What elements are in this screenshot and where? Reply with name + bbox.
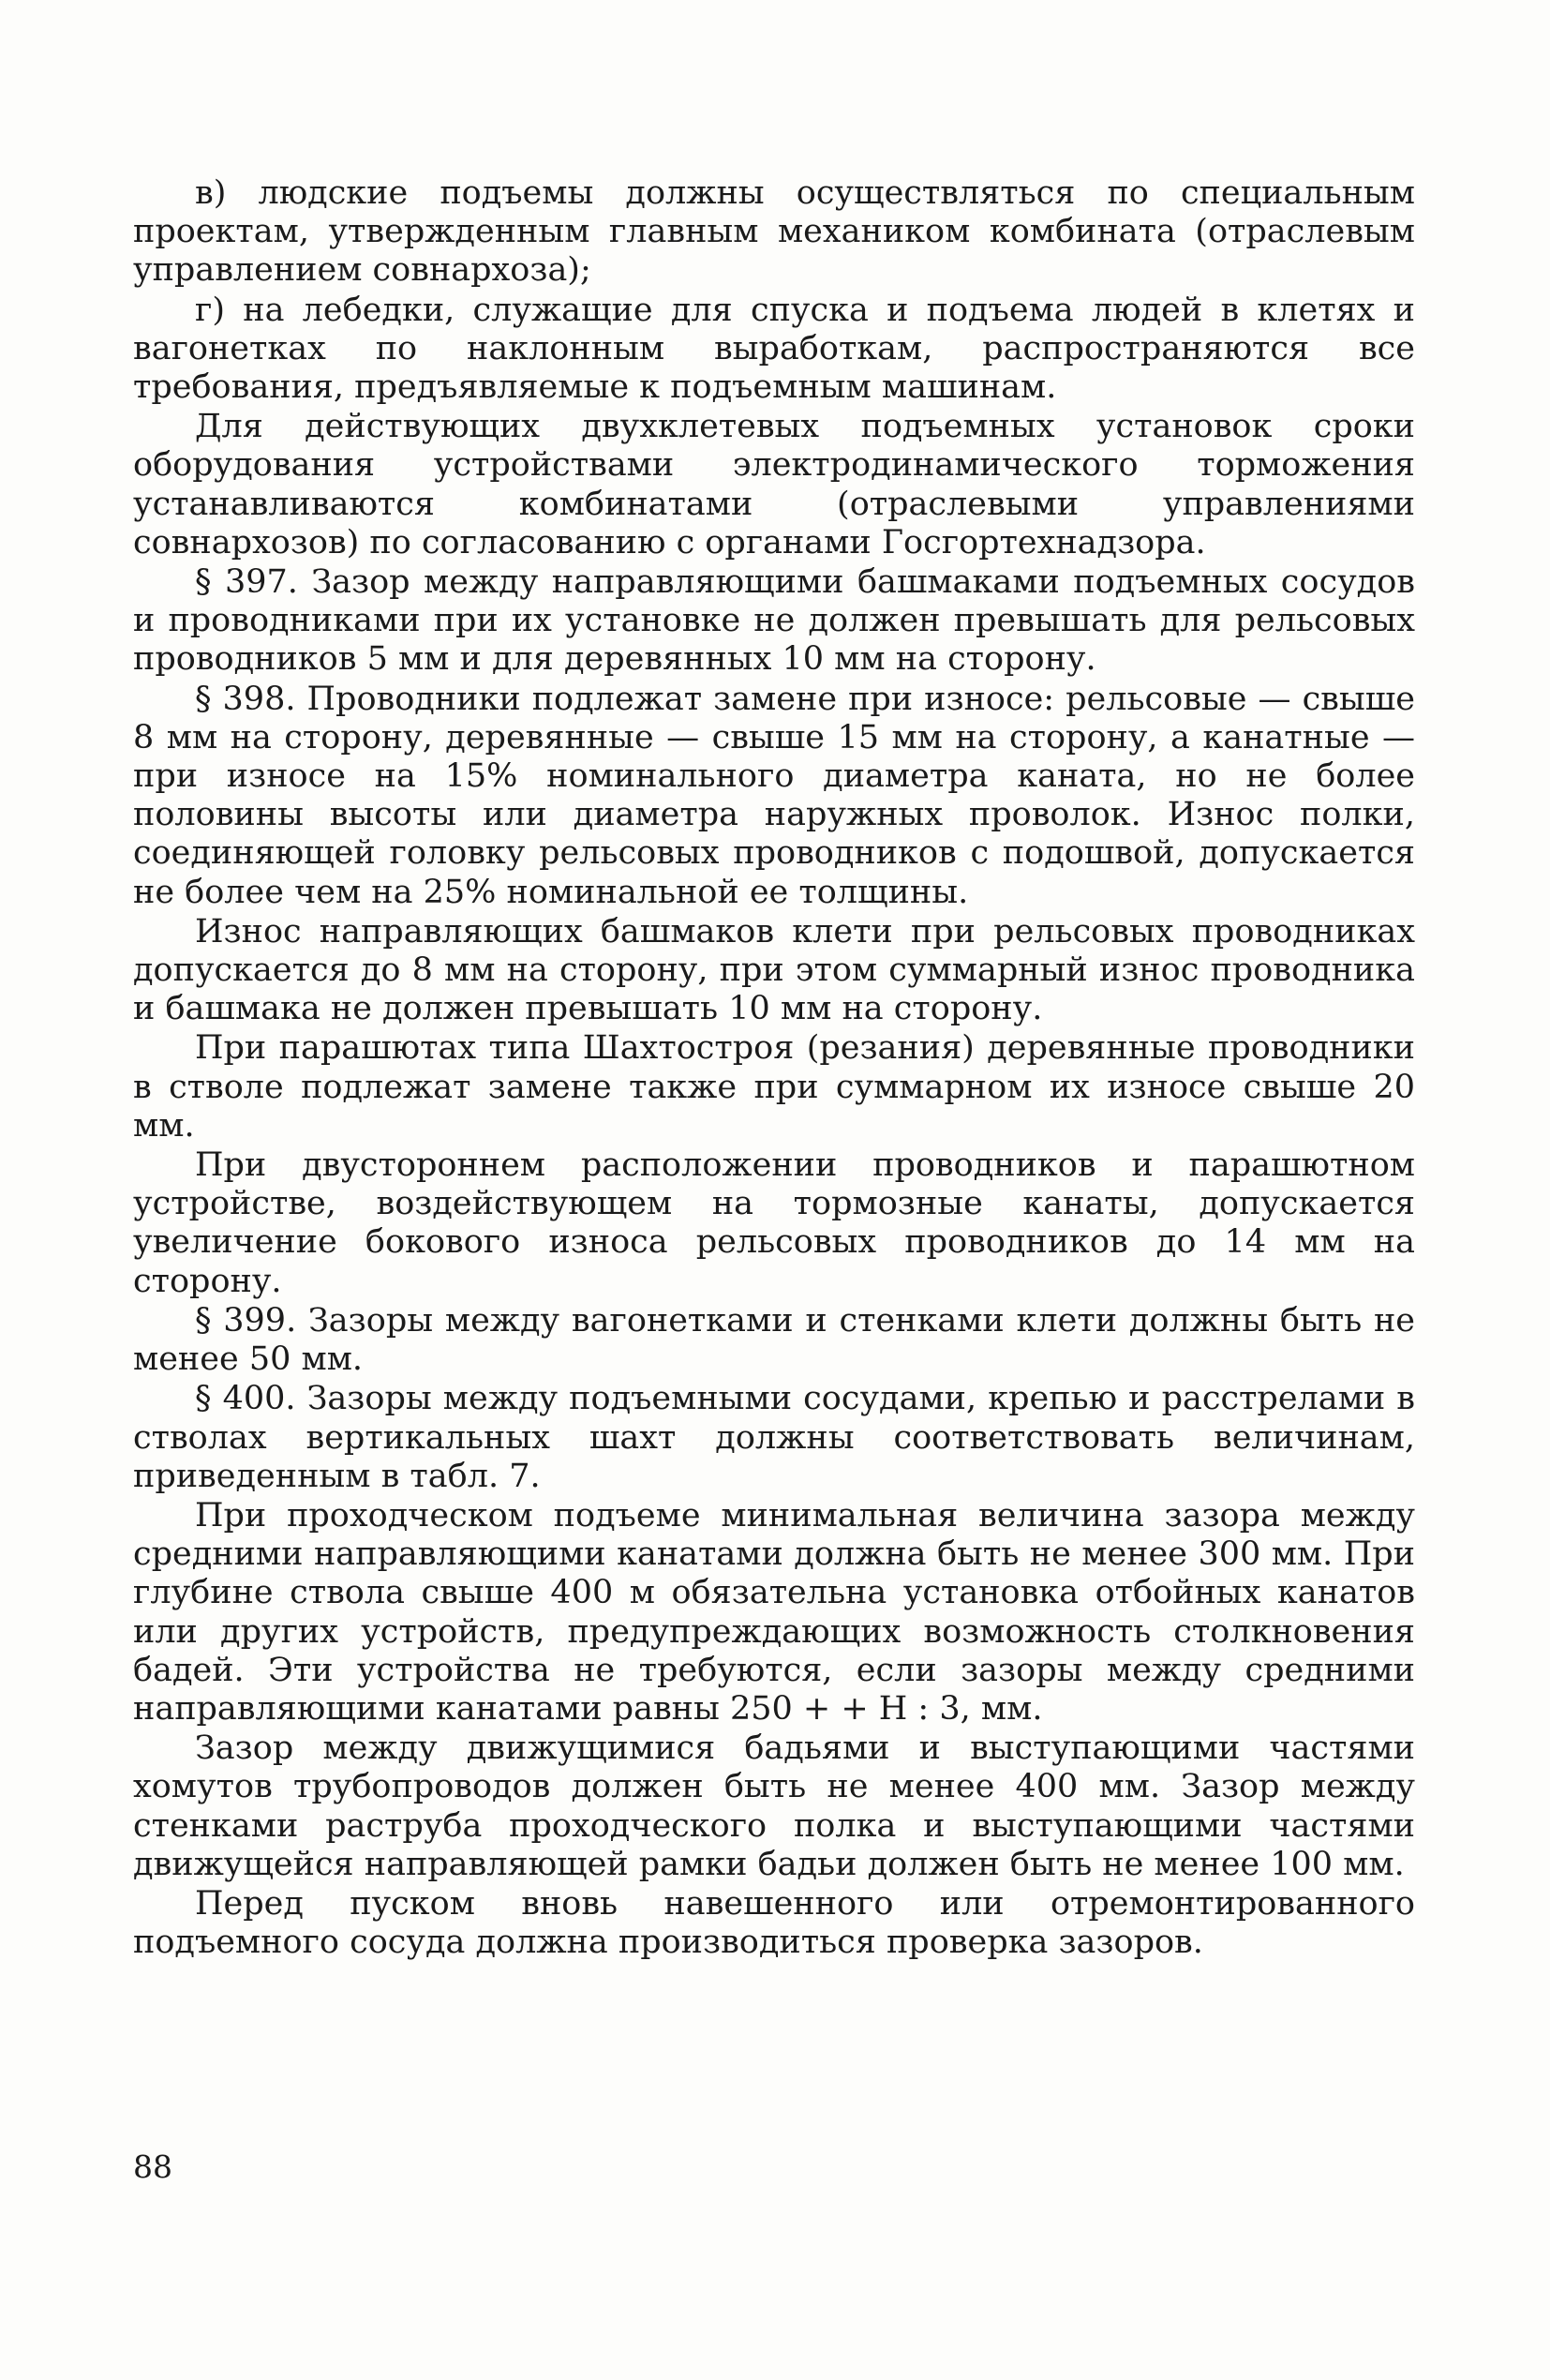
paragraph-braking: Для действующих двухклетевых подъемных установок сроки оборудования устройствами электродинамического торможения устанавливаются комбинатами (отраслевыми управлениями совнархозов) по согласованию с органами Госгортехнадзора. (133, 408, 1415, 561)
paragraph-sinking-hoist: При проходческом подъеме минимальная величина зазора между средними направляющими канатами должна быть не менее 300 мм. При глубине ствола свыше 400 м обязательна установка отбойных канатов или других устройств, предупреждающих возможность столкновения бадей. Эти устройства не требуются, если зазоры между средними направляющими канатами равны 250 + + H : 3, мм. (133, 1496, 1415, 1728)
paragraph-final-check: Перед пуском вновь навешенного или отремонтированного подъемного сосуда должна производиться проверка зазоров. (133, 1884, 1415, 1962)
section-399: § 399. Зазоры между вагонетками и стенками клети должны быть не менее 50 мм. (133, 1301, 1415, 1379)
page-number: 88 (133, 2148, 172, 2185)
section-400: § 400. Зазоры между подъемными сосудами, крепью и расстрелами в стволах вертикальных шахт должны соответствовать величинам, приведенным в табл. 7. (133, 1380, 1415, 1495)
paragraph-g: г) на лебедки, служащие для спуска и подъема людей в клетях и вагонетках по наклонным выработкам, распространяются все требования, предъявляемые к подъемным машинам. (133, 291, 1415, 407)
paragraph-bucket-clearance: Зазор между движущимися бадьями и выступающими частями хомутов трубопроводов должен быть не менее 400 мм. Зазор между стенками раструба проходческого полка и выступающими частями движущейся направляющей рамки бадьи должен быть не менее 100 мм. (133, 1729, 1415, 1883)
section-398: § 398. Проводники подлежат замене при износе: рельсовые — свыше 8 мм на сторону, деревянные — свыше 15 мм на сторону, а канатные — при износе на 15% номинального диаметра каната, но не более половины высоты или диаметра наружных проволок. Износ полки, соединяющей головку рельсовых проводников с подошвой, допускается не более чем на 25% номинальной ее толщины. (133, 680, 1415, 911)
section-397: § 397. Зазор между направляющими башмаками подъемных сосудов и проводниками при их установке не должен превышать для рельсовых проводников 5 мм и для деревянных 10 мм на сторону. (133, 563, 1415, 679)
paragraph-shoe-wear: Износ направляющих башмаков клети при рельсовых проводниках допускается до 8 мм на сторону, при этом суммарный износ проводника и башмака не должен превышать 10 мм на сторону. (133, 912, 1415, 1028)
paragraph-v: в) людские подъемы должны осуществляться по специальным проектам, утвержденным главным механиком комбината (отраслевым управлением совнархоза); (133, 174, 1415, 290)
paragraph-two-sided: При двустороннем расположении проводников и парашютном устройстве, воздействующем на тормозные канаты, допускается увеличение бокового износа рельсовых проводников до 14 мм на сторону. (133, 1146, 1415, 1300)
body-text (133, 174, 1415, 1963)
paragraph-parachutes: При парашютах типа Шахтостроя (резания) деревянные проводники в стволе подлежат замене также при суммарном их износе свыше 20 мм. (133, 1029, 1415, 1145)
